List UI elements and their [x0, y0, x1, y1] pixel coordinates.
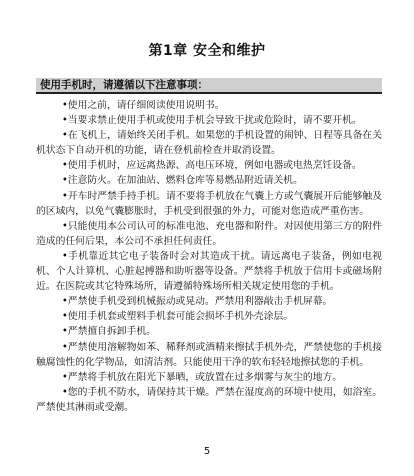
precaution-item	[36, 324, 382, 339]
bullet: •	[62, 371, 68, 383]
precaution-text: 使用之前，请仔细阅读使用说明书。	[67, 100, 225, 111]
precaution-text: 注意防火。在加油站、燃料仓库等易燃品附近请关机。	[67, 175, 303, 187]
precaution-item	[36, 249, 382, 294]
page-number: 5	[203, 446, 211, 457]
precaution-text: 当要求禁止使用手机或使用手机会导致干扰或危险时，请不要开机。	[67, 115, 362, 127]
bullet: •	[62, 341, 68, 353]
section-heading-bar	[36, 78, 382, 94]
precaution-text: 严禁使用溶解物如苯、稀释剂或酒精来擦拭手机外壳，严禁使您的手机接触腐蚀性的化学物品，如清洁剂。只能使用干净的软布轻轻地擦拭您的手机。	[36, 341, 382, 368]
precaution-text: 您的手机不防水，请保持其干燥。严禁在湿度高的环境中使用，如浴室。严禁使其淋雨或受潮。	[36, 386, 382, 413]
bullet: •	[62, 311, 68, 323]
precaution-item	[36, 98, 382, 113]
precaution-item	[36, 294, 382, 309]
bullet: •	[62, 115, 68, 127]
precaution-text: 在飞机上，请始终关闭手机。如果您的手机设置的闹钟、日程等具备在关机状态下自动开机的功能，请在登机前检查并取消设置。	[36, 130, 382, 157]
bullet: •	[62, 326, 68, 338]
precaution-item	[36, 158, 382, 173]
bullet: •	[62, 250, 68, 262]
bullet: •	[62, 190, 68, 202]
section-heading: 使用手机时，请遵循以下注意事项：	[40, 79, 208, 91]
bullet: •	[62, 100, 68, 111]
bullet: •	[62, 296, 68, 308]
precaution-item	[36, 370, 382, 385]
precaution-item	[36, 219, 382, 249]
bullet: •	[62, 220, 68, 232]
precaution-item	[36, 128, 382, 158]
chapter-title: 第1章 安全和维护	[148, 43, 266, 59]
precaution-text: 严禁将手机放在阳光下暴晒，或放置在过多烟雾与灰尘的地方。	[67, 371, 343, 383]
precautions-list	[36, 98, 382, 415]
precaution-item	[36, 385, 382, 415]
precaution-item	[36, 173, 382, 188]
precaution-item	[36, 309, 382, 324]
precaution-text: 严禁擅自拆卸手机。	[67, 326, 156, 338]
precaution-item	[36, 340, 382, 370]
precaution-text: 使用手机套或塑料手机套可能会损坏手机外壳涂层。	[67, 311, 294, 323]
precaution-item	[36, 113, 382, 128]
precaution-text: 开车时严禁手持手机。请不要将手机放在气囊上方或气囊展开后能够触及的区域内，以免气囊膨胀时，手机受到很强的外力，可能对您造成严重伤害。	[36, 190, 382, 217]
precaution-item	[36, 189, 382, 219]
precaution-text: 手机靠近其它电子装备时会对其造成干扰。请远离电子装备，例如电视机、个人计算机、心脏起搏器和助听器等设备。严禁将手机放于信用卡或磁场附近。在医院或其它特殊场所，请遵循特殊场所相关规定使用您的手机。	[36, 250, 382, 293]
precaution-text: 只能使用本公司认可的标准电池、充电器和附件。对因使用第三方的附件造成的任何后果，本公司不承担任何责任。	[36, 220, 382, 247]
bullet: •	[62, 386, 68, 398]
precaution-text: 严禁使手机受到机械振动或晃动。严禁用利器敲击手机屏幕。	[67, 296, 333, 308]
bullet: •	[62, 160, 68, 172]
bullet: •	[62, 175, 68, 187]
precaution-text: 使用手机时，应远离热源、高电压环境，例如电器或电热烹饪设备。	[67, 160, 362, 172]
bullet: •	[62, 130, 68, 142]
